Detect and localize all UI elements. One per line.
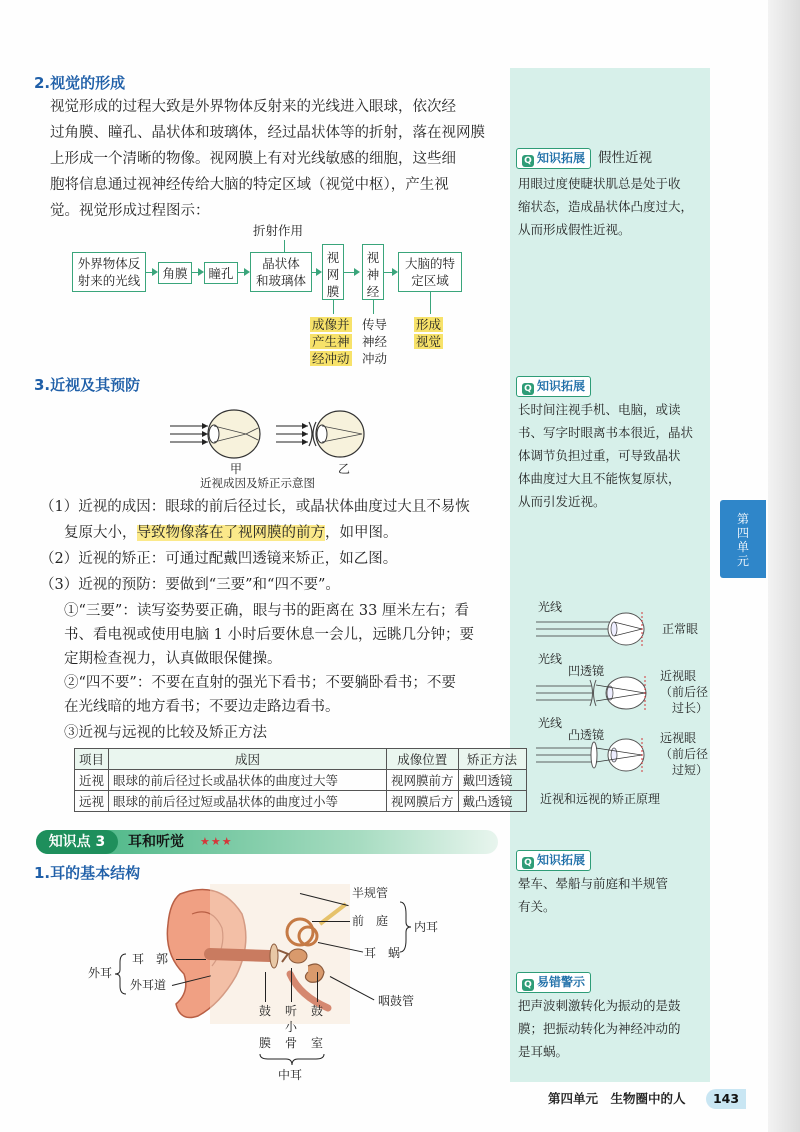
leader-line [265, 972, 266, 1002]
unit-tab-char: 单 [736, 540, 749, 554]
magnifier-icon: Q [522, 857, 534, 869]
flow-text: 和玻璃体 [255, 273, 306, 288]
flow-text: 大脑的特 [404, 256, 455, 271]
tag-label: 知识拓展 [537, 379, 586, 393]
normal-eye-label: 正常眼 [662, 622, 699, 636]
label-outer-ear: 外耳 [88, 966, 113, 980]
flow-text: 膜 [326, 284, 340, 299]
sidebar-line: 书、写字时眼离书本很近，晶状 [518, 425, 694, 440]
myopic-eye-label [660, 668, 708, 716]
sidebar-line: 把声波刺激转化为振动的是鼓 [518, 998, 681, 1013]
eye-fig-light-label: 光线 [538, 652, 563, 666]
eye-fig-caption: 近视和远视的矫正原理 [540, 792, 661, 806]
figure-caption: 近视成因及矫正示意图 [200, 476, 315, 490]
bracket-inner-ear [398, 900, 412, 954]
page-edge [768, 0, 800, 1132]
label-line: （前后径 [660, 747, 709, 761]
sidebar-tag-knowledge [516, 376, 591, 397]
eye-fig-light-label: 光线 [538, 716, 563, 730]
sidebar-line: 体调节负担过重，可导致晶状 [518, 448, 681, 463]
magnifier-icon: Q [522, 155, 534, 167]
refraction-connector [284, 240, 285, 252]
tag-label: 知识拓展 [537, 151, 586, 165]
myopia-prevention-line: （3）近视的预防：要做到“三要”和“四不要”。 [40, 577, 340, 593]
leader-line [291, 968, 292, 1002]
label-eardrum [258, 1004, 272, 1050]
leader-line [317, 972, 318, 1002]
footer-unit-title: 第四单元 生物圈中的人 [548, 1091, 686, 1106]
note-retina [310, 316, 352, 367]
note-text: 经冲动 [312, 351, 350, 366]
text-run: 复原大小， [64, 525, 137, 541]
sidebar-tag-knowledge [516, 850, 591, 871]
note-connector [333, 300, 334, 314]
knowledge-point-tag: 知识点 3 [36, 830, 118, 854]
four-donts-line: ②“四不要”：不要在直射的强光下看书；不要躺卧看书；不要 [64, 675, 456, 691]
hyperopic-eye-diagram [534, 736, 654, 774]
flow-text: 网 [326, 267, 340, 282]
comparison-table [74, 748, 527, 812]
note-optic-nerve [362, 316, 387, 367]
paragraph-line: 视觉形成的过程大致是外界物体反射来的光线进入眼球，依次经 [50, 99, 456, 115]
unit-tab-char: 元 [736, 554, 749, 568]
table-header-cell: 成因 [109, 749, 387, 770]
note-text: 传导 [362, 317, 388, 332]
sidebar-line: 从而引发近视。 [518, 494, 606, 509]
comparison-title: ③近视与远视的比较及矫正方法 [64, 725, 267, 741]
magnifier-icon: Q [522, 979, 534, 991]
note-text: 视觉 [416, 334, 442, 349]
sidebar-tag-warning [516, 972, 591, 993]
label-char: 听 [284, 1004, 297, 1018]
three-musts-line: 书、看电视或使用电脑 1 小时后要休息一会儿，远眺几分钟；要 [64, 627, 474, 643]
label-cochlea: 耳 蜗 [364, 946, 401, 960]
label-middle-ear: 中耳 [278, 1068, 303, 1082]
flow-text: 视 [326, 250, 340, 265]
paragraph-line: 上形成一个清晰的物像。视网膜上有对光线敏感的细胞，这些细 [50, 151, 456, 167]
label-auricle: 耳 郭 [132, 952, 169, 966]
sidebar-title-pseudomyopia: 假性近视 [598, 150, 652, 166]
label-ossicles [284, 1004, 298, 1050]
note-text: 成像并 [312, 317, 350, 332]
note-text: 形成 [416, 317, 442, 332]
table-row [75, 770, 527, 791]
sidebar-tag-knowledge [516, 148, 591, 169]
sidebar-text-2 [518, 398, 693, 513]
note-text: 神经 [362, 334, 388, 349]
paragraph-line: 过角膜、瞳孔、晶状体和玻璃体，经过晶状体等的折射，落在视网膜 [50, 125, 485, 141]
unit-tab-char: 第 [736, 512, 749, 526]
flow-text: 经 [366, 284, 380, 299]
sidebar-line: 晕车、晕船与前庭和半规管 [518, 876, 669, 891]
table-cell: 眼球的前后径过长或晶状体的曲度过大等 [109, 770, 387, 791]
note-connector [430, 292, 431, 314]
note-text: 冲动 [362, 351, 388, 366]
myopia-correction-line: （2）近视的矫正：可通过配戴凹透镜来矫正，如乙图。 [40, 551, 398, 567]
eye-a-illustration [170, 410, 260, 458]
note-brain [414, 316, 443, 350]
sidebar-line: 长时间注视手机、电脑，或读 [518, 402, 681, 417]
table-cell: 视网膜后方 [387, 791, 459, 812]
label-vestibule: 前 庭 [352, 914, 389, 928]
flow-text: 视 [366, 250, 380, 265]
ear-anatomy-illustration [150, 884, 350, 1024]
label-ear-canal: 外耳道 [130, 978, 167, 992]
label-char: 膜 [258, 1036, 271, 1050]
flow-box-external-light [72, 252, 146, 292]
label-char: 骨 [284, 1036, 297, 1050]
table-cell: 近视 [75, 770, 109, 791]
myopia-cause-line: （1）近视的成因：眼球的前后径过长，或晶状体曲度过大且不易恢 [40, 499, 470, 515]
flow-text: 定区域 [411, 273, 449, 288]
label-line: （前后径 [660, 685, 709, 699]
concave-lens-label: 凹透镜 [568, 664, 605, 678]
flow-text: 神 [366, 267, 380, 282]
table-header-cell: 项目 [75, 749, 109, 770]
section-heading-vision: 2.视觉的形成 [34, 74, 126, 92]
highlighted-text: 导致物像落在了视网膜的前方 [136, 525, 325, 541]
label-line: 远视眼 [660, 731, 697, 745]
table-cell: 视网膜前方 [387, 770, 459, 791]
refraction-label: 折射作用 [253, 223, 304, 238]
label-semicircular-canal: 半规管 [352, 886, 389, 900]
eye-fig-light-label: 光线 [538, 600, 563, 614]
note-connector [373, 300, 374, 314]
four-donts-line: 在光线暗的地方看书；不要边走路边看书。 [64, 699, 340, 715]
flow-text: 外界物体反 [77, 256, 141, 271]
tag-label: 知识拓展 [537, 853, 586, 867]
hyperopic-eye-label [660, 730, 708, 778]
section-heading-myopia: 3.近视及其预防 [34, 376, 141, 394]
label-line: 过长） [672, 701, 709, 715]
sidebar-line: 缩状态，造成晶状体凸度过大， [518, 199, 694, 214]
table-cell: 远视 [75, 791, 109, 812]
label-inner-ear: 内耳 [414, 920, 439, 934]
bracket-middle-ear [258, 1052, 326, 1066]
table-cell: 戴凹透镜 [458, 770, 526, 791]
leader-line [176, 959, 206, 960]
flow-box-lens [250, 252, 312, 292]
table-cell: 眼球的前后径过短或晶状体的曲度过小等 [109, 791, 387, 812]
page-number: 143 [706, 1089, 746, 1109]
myopia-figure [168, 408, 368, 466]
sidebar-line: 体曲度过大且不能恢复原状， [518, 471, 681, 486]
magnifier-icon: Q [522, 383, 534, 395]
figure-label-b: 乙 [338, 462, 351, 476]
label-line: 过短） [672, 763, 709, 777]
flow-box-optic-nerve [362, 244, 384, 300]
convex-lens-label: 凸透镜 [568, 728, 605, 742]
label-line: 近视眼 [660, 669, 697, 683]
sidebar-line: 用眼过度使睫状肌总是处于收 [518, 176, 681, 191]
sidebar-line: 膜；把振动转化为神经冲动的 [518, 1021, 681, 1036]
note-text: 产生神 [312, 334, 350, 349]
myopia-cause-line [64, 520, 398, 546]
three-musts-line: 定期检查视力，认真做眼保健操。 [64, 651, 282, 667]
label-char: 鼓 [258, 1004, 271, 1018]
flow-text: 晶状体 [262, 256, 300, 271]
label-char: 室 [310, 1036, 323, 1050]
sidebar-line: 从而形成假性近视。 [518, 222, 631, 237]
table-cell: 戴凸透镜 [458, 791, 526, 812]
figure-label-a: 甲 [230, 462, 243, 476]
unit-tab [720, 500, 766, 578]
sidebar-line: 有关。 [518, 899, 556, 914]
table-header-cell: 矫正方法 [458, 749, 526, 770]
bracket-outer-ear [114, 952, 128, 996]
label-eustachian-tube: 咽鼓管 [378, 994, 415, 1008]
paragraph-line: 胞将信息通过视神经传给大脑的特定区域（视觉中枢），产生视 [50, 177, 449, 193]
flow-arrow-head [354, 268, 360, 276]
tag-label: 易错警示 [537, 975, 586, 989]
knowledge-point-title: 耳和听觉 [128, 834, 184, 850]
table-header-row [75, 749, 527, 770]
three-musts-line: ①“三要”：读写姿势要正确，眼与书的距离在 33 厘米左右；看 [64, 603, 469, 619]
normal-eye-diagram [534, 610, 654, 648]
sidebar-text-1 [518, 172, 693, 241]
label-tympanic-cavity [310, 1004, 324, 1050]
label-char: 鼓 [310, 1004, 323, 1018]
flow-box-brain [398, 252, 462, 292]
label-char: 小 [284, 1020, 297, 1034]
flow-text: 射来的光线 [77, 273, 141, 288]
eye-b-illustration [276, 411, 364, 457]
text-run: ，如甲图。 [325, 525, 398, 541]
leader-line [312, 921, 350, 922]
flow-box-cornea: 角膜 [158, 262, 192, 284]
sidebar-text-4 [518, 994, 681, 1063]
flow-box-pupil: 瞳孔 [204, 262, 238, 284]
paragraph-line: 觉。视觉形成过程图示： [50, 203, 210, 219]
unit-tab-char: 四 [736, 526, 749, 540]
flow-box-retina [322, 244, 344, 300]
table-header-cell: 成像位置 [387, 749, 459, 770]
myopic-eye-diagram [534, 674, 654, 712]
sidebar-text-3 [518, 872, 668, 918]
section-heading-ear: 1.耳的基本结构 [34, 864, 141, 882]
table-row [75, 791, 527, 812]
importance-stars: ★★★ [200, 835, 233, 848]
sidebar-line: 是耳蜗。 [518, 1044, 569, 1059]
